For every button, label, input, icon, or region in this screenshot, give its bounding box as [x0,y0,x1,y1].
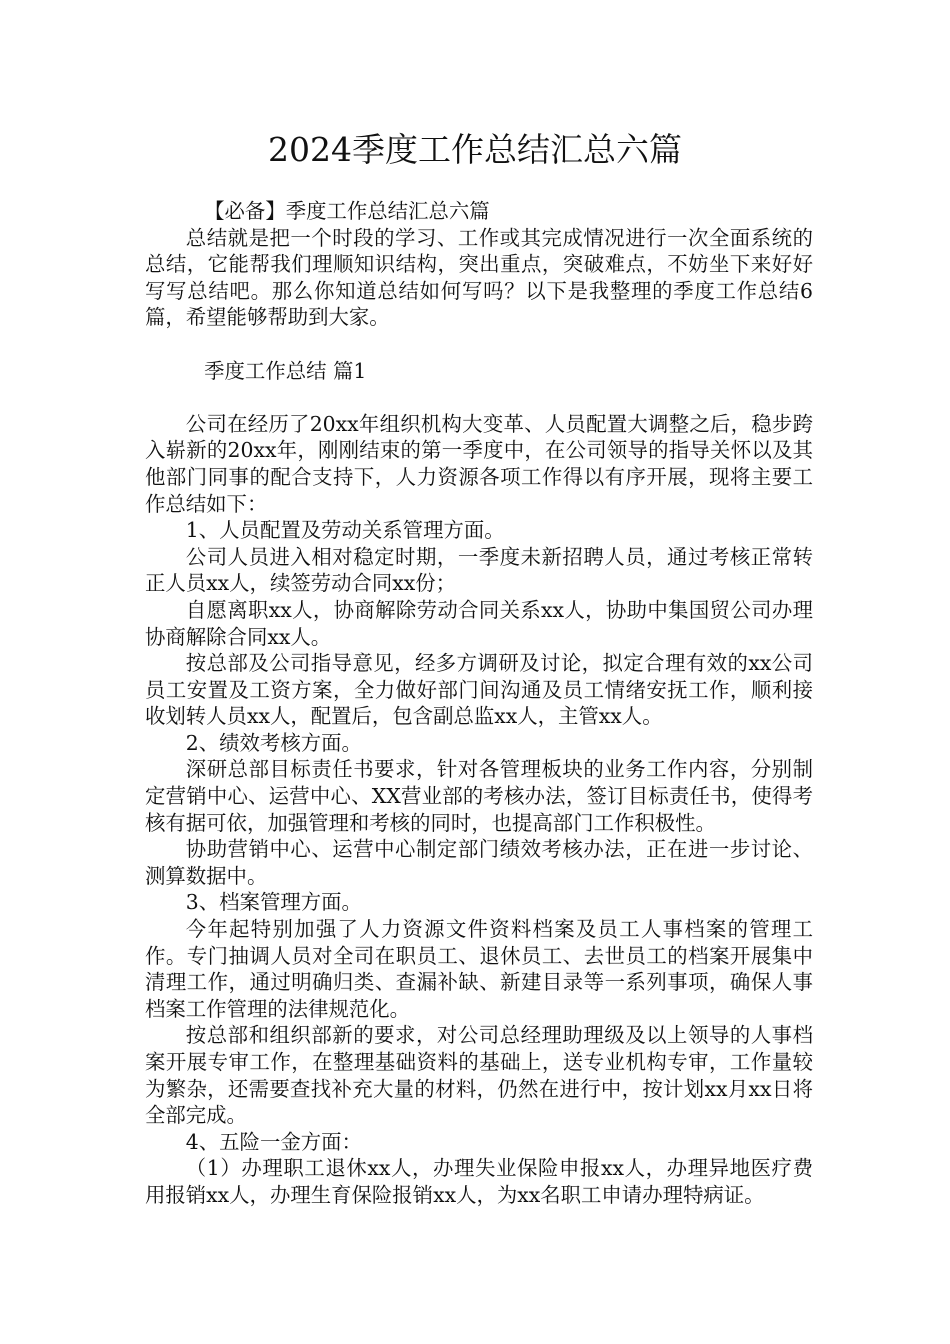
body-paragraph: 协助营销中心、运营中心制定部门绩效考核办法，正在进一步讨论、测算数据中。 [145,837,813,888]
body-paragraph: 公司人员进入相对稳定时期，一季度未新招聘人员，通过考核正常转正人员xx人，续签劳动合同xx份； [145,544,813,596]
body-paragraph: 深研总部目标责任书要求，针对各管理板块的业务工作内容，分别制定营销中心、运营中心、XX营业部的考核办法，签订目标责任书，使得考核有据可依，加强管理和考核的同时，也提高部门工作积极性。 [145,757,813,835]
intro-tag-line: 【必备】季度工作总结汇总六篇 [204,199,490,223]
body-paragraph: 按总部及公司指导意见，经多方调研及讨论，拟定合理有效的xx公司员工安置及工资方案，全力做好部门间沟通及员工情绪安抚工作，顺利接收划转人员xx人，配置后，包含副总监xx人，主管xx人。 [145,651,813,729]
subsection-heading: 2、绩效考核方面。 [185,730,362,755]
body-paragraph: 公司在经历了20xx年组织机构大变革、人员配置大调整之后，稳步跨入崭新的20xx年，刚刚结束的第一季度中，在公司领导的指导关怀以及其他部门同事的配合支持下，人力资源各项工作得以有序开展，现将主要工作总结如下： [145,411,813,516]
document-title: 2024季度工作总结汇总六篇 [268,130,682,169]
body-paragraph: 今年起特别加强了人力资源文件资料档案及员工人事档案的管理工作。专门抽调人员对全司在职员工、退休员工、去世员工的档案开展集中清理工作，通过明确归类、查漏补缺、新建目录等一系列事项，确保人事档案工作管理的法律规范化。 [145,917,813,1021]
body-paragraph: 按总部和组织部新的要求，对公司总经理助理级及以上领导的人事档案开展专审工作，在整理基础资料的基础上，送专业机构专审，工作量较为繁杂，还需要查找补充大量的材料，仍然在进行中，按计划xx月xx日将全部完成。 [145,1023,813,1128]
section-heading: 季度工作总结 篇1 [204,358,367,383]
subsection-heading: 1、人员配置及劳动关系管理方面。 [185,518,505,543]
subsection-heading: 4、五险一金方面： [185,1129,362,1154]
intro-paragraph: 总结就是把一个时段的学习、工作或其完成情况进行一次全面系统的总结，它能帮我们理顺知识结构，突出重点，突破难点，不妨坐下来好好写写总结吧。那么你知道总结如何写吗？以下是我整理的季度工作总结6篇，希望能够帮助到大家。 [145,225,813,330]
blank-line [145,384,813,411]
body-paragraph: （1）办理职工退休xx人，办理失业保险申报xx人，办理异地医疗费用报销xx人，办理生育保险报销xx人，为xx名职工申请办理特病证。 [145,1156,813,1207]
subsection-heading: 3、档案管理方面。 [185,890,362,915]
document-body [145,198,813,1209]
body-paragraph: 自愿离职xx人，协商解除劳动合同关系xx人，协助中集国贸公司办理协商解除合同xx人。 [145,597,813,649]
blank-line [145,331,813,358]
